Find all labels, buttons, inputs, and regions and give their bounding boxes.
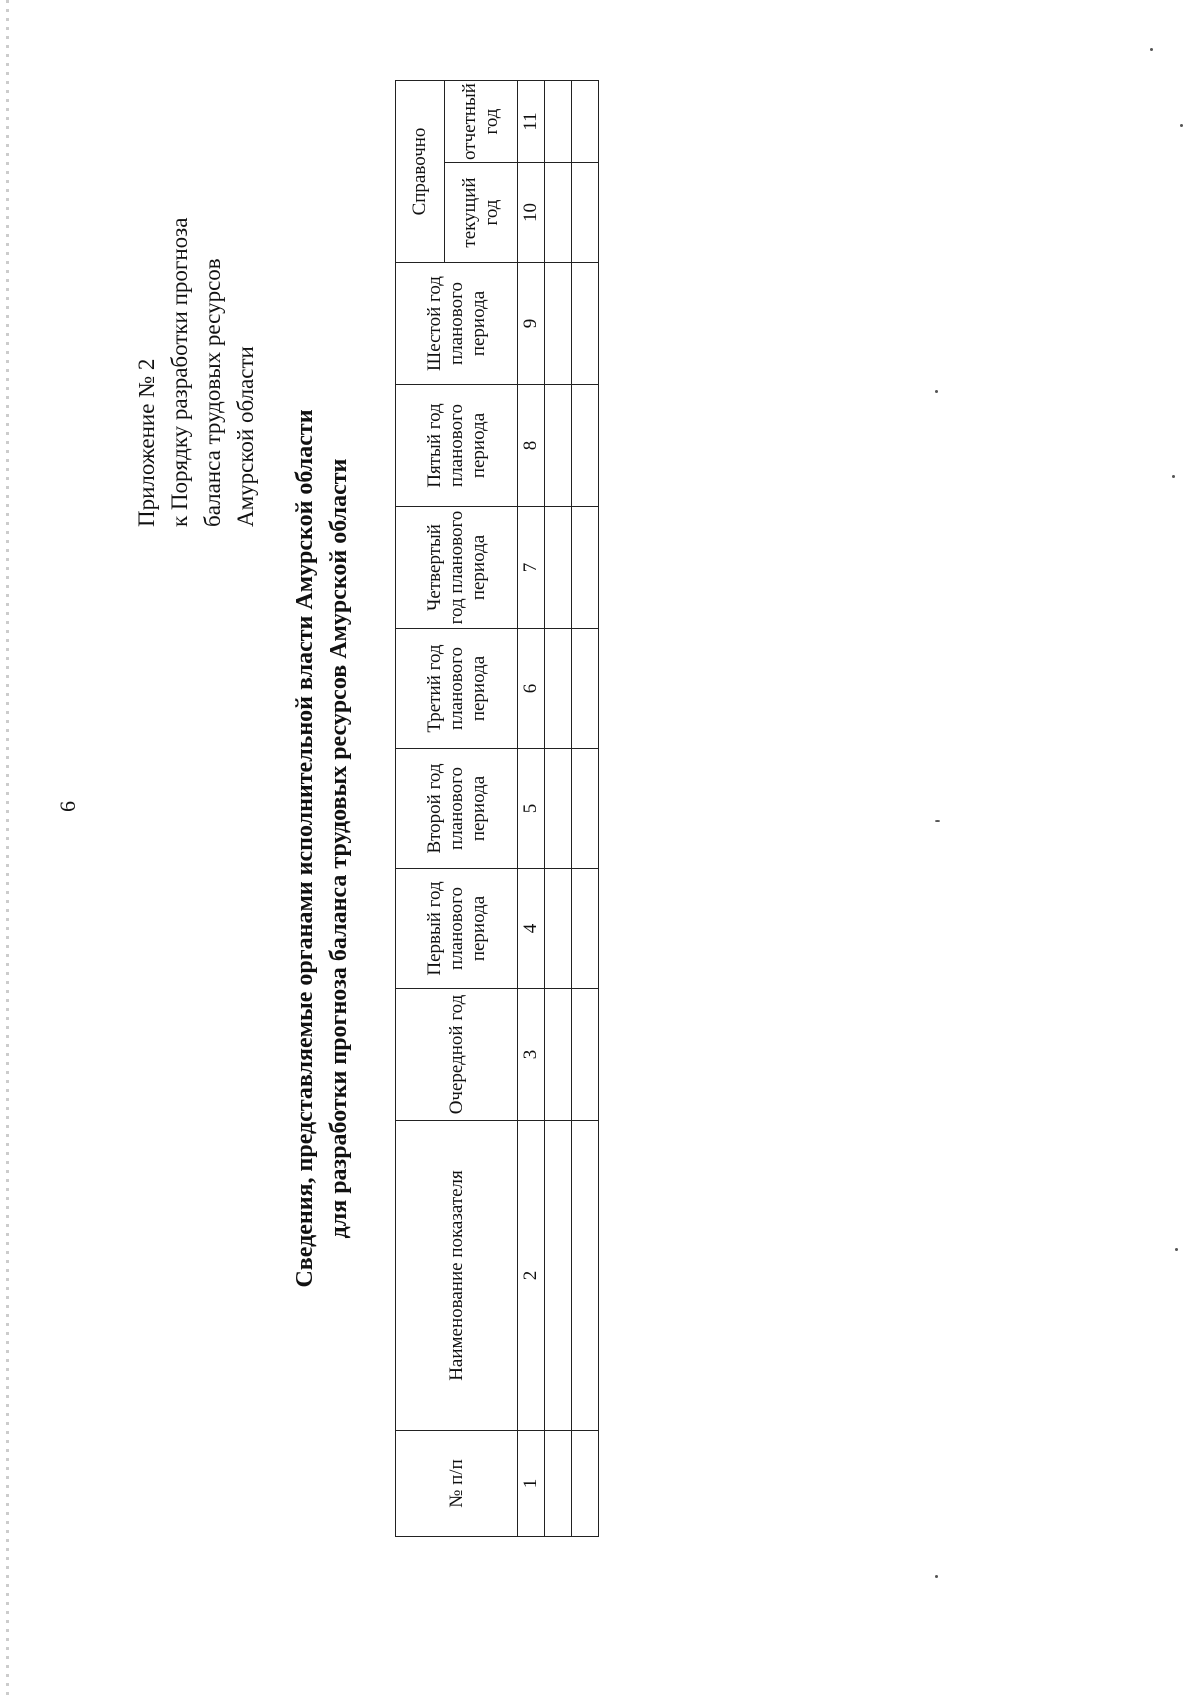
appendix-line: баланса трудовых ресурсов bbox=[200, 258, 225, 527]
header-year-1: Первый год планового периода bbox=[396, 869, 518, 989]
header-next-year: Очередной год bbox=[396, 989, 518, 1121]
header-year-3: Третий год планового периода bbox=[396, 629, 518, 749]
document-title bbox=[288, 0, 356, 1697]
column-number: 10 bbox=[518, 163, 545, 263]
table-cell bbox=[545, 629, 572, 749]
header-year-2: Второй год планового периода bbox=[396, 749, 518, 869]
table-row-empty bbox=[545, 80, 572, 1536]
column-number: 1 bbox=[518, 1431, 545, 1537]
table-cell bbox=[572, 507, 599, 629]
title-line-2: для разработки прогноза баланса трудовых ресурсов Амурской области bbox=[326, 458, 352, 1239]
table-cell bbox=[572, 80, 599, 162]
header-current-year: текущий год bbox=[445, 163, 518, 263]
table-cell bbox=[545, 869, 572, 989]
column-number: 3 bbox=[518, 989, 545, 1121]
header-reference: Справочно bbox=[396, 80, 445, 262]
table-cell bbox=[572, 989, 599, 1121]
table-cell bbox=[545, 263, 572, 385]
table-cell bbox=[545, 507, 572, 629]
appendix-line: Амурской области bbox=[233, 346, 258, 527]
column-number: 4 bbox=[518, 869, 545, 989]
table-cell bbox=[545, 385, 572, 507]
table-cell bbox=[545, 80, 572, 162]
column-number: 9 bbox=[518, 263, 545, 385]
header-year-5: Пятый год планового периода bbox=[396, 385, 518, 507]
table-cell bbox=[545, 989, 572, 1121]
column-number: 5 bbox=[518, 749, 545, 869]
table-cell bbox=[572, 1121, 599, 1431]
header-year-4: Четвертый год планового периода bbox=[396, 507, 518, 629]
column-number: 2 bbox=[518, 1121, 545, 1431]
table-cell bbox=[572, 629, 599, 749]
header-name: Наименование показателя bbox=[396, 1121, 518, 1431]
table-cell bbox=[572, 869, 599, 989]
column-number: 6 bbox=[518, 629, 545, 749]
table-cell bbox=[572, 1431, 599, 1537]
header-num: № п/п bbox=[396, 1431, 518, 1537]
table-header-row bbox=[396, 80, 445, 1536]
table-cell bbox=[545, 163, 572, 263]
table-cell bbox=[545, 1431, 572, 1537]
table-cell bbox=[572, 749, 599, 869]
appendix-line: к Порядку разработки прогноза bbox=[167, 217, 192, 527]
title-line-1: Сведения, представляемые органами исполнительной власти Амурской области bbox=[292, 409, 318, 1288]
appendix-line: Приложение № 2 bbox=[134, 358, 159, 527]
data-table bbox=[395, 80, 599, 1537]
appendix-block bbox=[130, 27, 262, 527]
table-cell bbox=[572, 163, 599, 263]
table-cell bbox=[545, 1121, 572, 1431]
header-report-year: отчетный год bbox=[445, 80, 518, 162]
table-cell bbox=[572, 263, 599, 385]
header-year-6: Шестой год планового периода bbox=[396, 263, 518, 385]
table-row-empty bbox=[572, 80, 599, 1536]
table-cell bbox=[545, 749, 572, 869]
column-number: 8 bbox=[518, 385, 545, 507]
column-number: 11 bbox=[518, 80, 545, 162]
column-number: 7 bbox=[518, 507, 545, 629]
table-cell bbox=[572, 385, 599, 507]
page-number: 6 bbox=[55, 801, 80, 812]
column-number-row bbox=[518, 80, 545, 1536]
